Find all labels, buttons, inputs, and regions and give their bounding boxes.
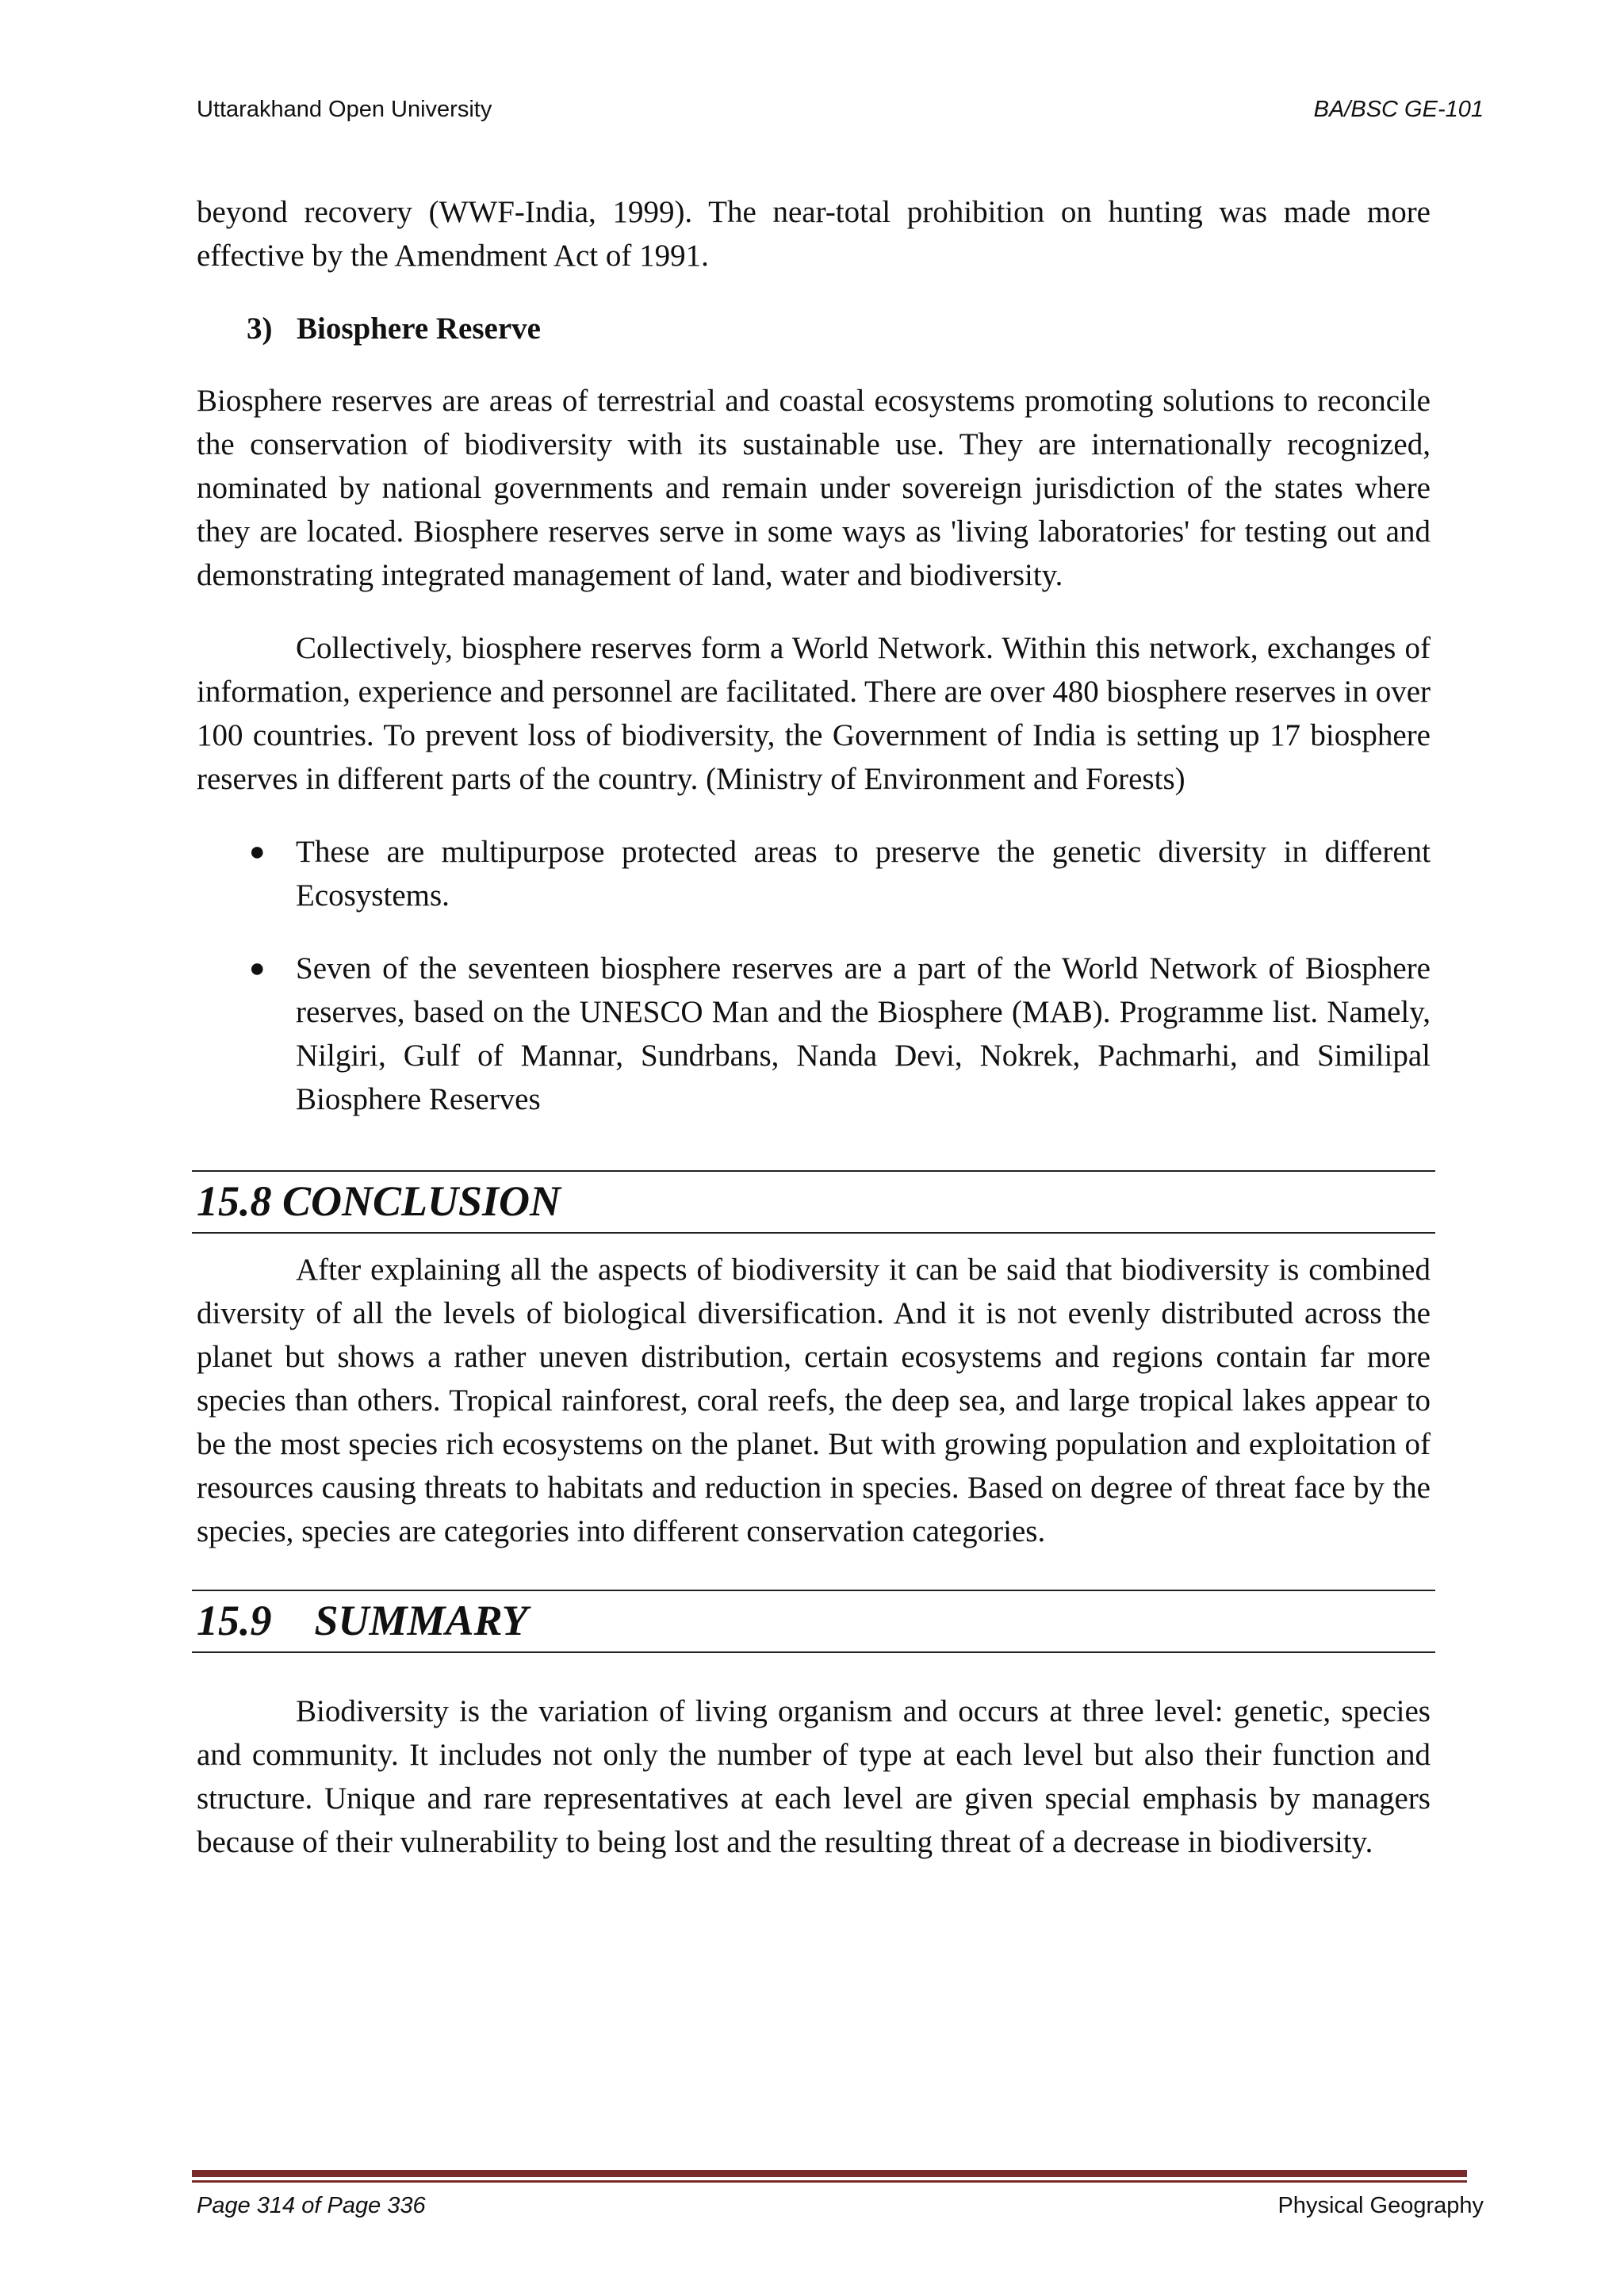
section-title: CONCLUSION [282, 1177, 561, 1225]
network-paragraph: Collectively, biosphere reserves form a World Network. Within this network, exchanges of information, experience and personnel are facilitated. There are over 480 biosphere reserves in over 100 countries. To prevent loss of biodiversity, the Government of India is setting up 17 biosphere reserves in different parts of the country. (Ministry of Environment and Forests) [197, 631, 1431, 796]
bullet-text: These are multipurpose protected areas to preserve the genetic diversity in different Ecosystems. [296, 835, 1431, 913]
subheading-biosphere-reserve [247, 307, 1431, 350]
biosphere-paragraph: Biosphere reserves are areas of terrestrial and coastal ecosystems promoting solutions to reconcile the conservation of biodiversity with its sustainable use. They are internationally recognized, nominated by national governments and remain under sovereign jurisdiction of the states where they are located. Biosphere reserves serve in some ways as 'living laboratories' for testing out and demonstrating integrated management of land, water and biodiversity. [197, 384, 1431, 592]
list-item [197, 947, 1431, 1121]
intro-paragraph: beyond recovery (WWF-India, 1999). The near-total prohibition on hunting was made more effective by the Amendment Act of 1991. [197, 195, 1431, 273]
footer-rule-thin [192, 2180, 1467, 2183]
summary-paragraph: Biodiversity is the variation of living organism and occurs at three level: genetic, species and community. It includes not only the number of type at each level but also their function and structure. Unique and rare representatives at each level are given special emphasis by managers because of their vulnerability to being lost and the resulting threat of a decrease in biodiversity. [197, 1694, 1431, 1859]
conclusion-paragraph: After explaining all the aspects of biodiversity it can be said that biodiversity is combined diversity of all the levels of biological diversification. And it is not evenly distributed across the planet but shows a rather uneven distribution, certain ecosystems and regions contain far more species than others. Tropical rainforest, coral reefs, the deep sea, and large tropical lakes appear to be the most species rich ecosystems on the planet. But with growing population and exploitation of resources causing threats to habitats and reduction in species. Based on degree of threat face by the species, species are categories into different conservation categories. [197, 1253, 1431, 1548]
section-title: SUMMARY [314, 1597, 528, 1644]
bullet-text: Seven of the seventeen biosphere reserves are a part of the World Network of Biosphere reserves, based on the UNESCO Man and the Biosphere (MAB). Programme list. Namely, Nilgiri, Gulf of Mannar, Sundrbans, Nanda Devi, Nokrek, Pachmarhi, and Similipal Biosphere Reserves [296, 951, 1431, 1116]
bullet-icon: ● [249, 837, 266, 867]
section-heading-conclusion [192, 1170, 1435, 1234]
subheading-number: 3) [247, 312, 273, 346]
bullet-list [197, 830, 1431, 1121]
section-heading-summary [192, 1590, 1435, 1653]
subheading-text: Biosphere Reserve [297, 312, 541, 346]
section-number: 15.9 [197, 1597, 272, 1644]
header-course-code: BA/BSC GE-101 [1313, 97, 1484, 122]
bullet-icon: ● [249, 954, 266, 983]
footer-rule [192, 2170, 1467, 2183]
footer-page-number: Page 314 of Page 336 [197, 2193, 426, 2218]
page-content [197, 190, 1431, 1864]
footer-subject: Physical Geography [1277, 2193, 1484, 2218]
section-number: 15.8 [197, 1177, 272, 1225]
header-university: Uttarakhand Open University [197, 97, 492, 122]
list-item [197, 830, 1431, 917]
footer-rule-thick [192, 2170, 1467, 2177]
